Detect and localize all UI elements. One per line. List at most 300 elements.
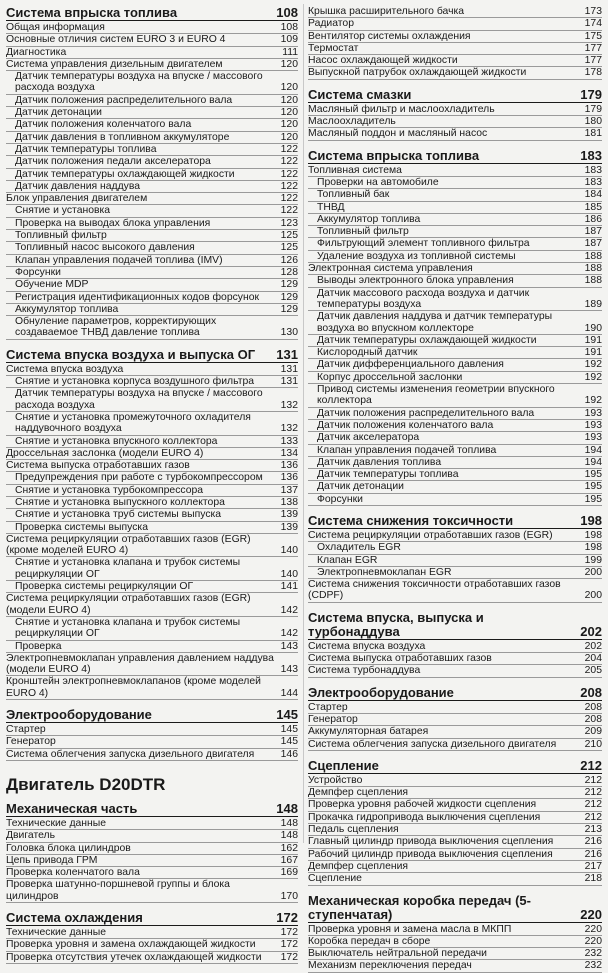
toc-page-number: 232 xyxy=(584,960,602,972)
toc-entry xyxy=(308,18,602,30)
toc-subentry xyxy=(308,567,602,579)
toc-page-number: 144 xyxy=(280,687,298,699)
toc-entry xyxy=(6,879,298,903)
toc-subentry xyxy=(308,408,602,420)
toc-entry xyxy=(6,855,298,867)
toc-page-number: 123 xyxy=(280,217,298,229)
toc-entry-title: Проверка на выводах блока управления xyxy=(15,217,211,229)
toc-page-number: 109 xyxy=(280,34,298,46)
toc-subentry xyxy=(308,555,602,567)
toc-entry-title: Кислородный датчик xyxy=(317,347,418,359)
toc-entry xyxy=(6,952,298,964)
toc-section-heading xyxy=(6,775,298,794)
toc-page-number: 216 xyxy=(584,848,602,860)
toc-subentry xyxy=(308,214,602,226)
toc-entry-title: Форсунки xyxy=(15,266,61,278)
toc-entry-title: Стартер xyxy=(6,724,46,736)
toc-entry-title: Снятие и установка xyxy=(15,205,111,217)
toc-section-heading xyxy=(308,88,602,103)
toc-entry xyxy=(308,128,602,140)
toc-page-number: 145 xyxy=(276,707,298,723)
toc-page-number: 198 xyxy=(584,542,602,554)
toc-subentry xyxy=(308,542,602,554)
toc-entry-title: Датчик температуры охлаждающей жидкости xyxy=(15,168,235,180)
toc-entry-title: Стартер xyxy=(308,701,348,713)
toc-subentry xyxy=(6,641,298,653)
toc-page-number: 204 xyxy=(584,653,602,665)
toc-entry xyxy=(308,116,602,128)
toc-entry-title: Проверка системы выпуска xyxy=(15,521,148,533)
toc-entry xyxy=(6,927,298,939)
toc-entry-title: Электрооборудование xyxy=(308,684,454,700)
toc-page-number: 174 xyxy=(584,18,602,30)
toc-page-number: 139 xyxy=(280,509,298,521)
toc-page-number: 134 xyxy=(280,447,298,459)
toc-entry-title: Корпус дроссельной заслонки xyxy=(317,371,463,383)
toc-entry-title: Клапан управления подачей топлива (IMV) xyxy=(15,254,223,266)
toc-entry-title: Датчик давления наддува xyxy=(15,180,141,192)
toc-page-number: 131 xyxy=(276,346,298,362)
toc-entry-title: Проверка уровня и замена масла в МКПП xyxy=(308,923,512,935)
toc-subentry xyxy=(6,497,298,509)
toc-subentry xyxy=(6,412,298,436)
toc-page-number: 170 xyxy=(280,890,298,902)
toc-entry-title: Масляный поддон и масляный насос xyxy=(308,128,488,140)
toc-entry-title: Выключатель нейтральной передачи xyxy=(308,948,487,960)
toc-entry-title: Двигатель D20DTR xyxy=(6,774,166,794)
toc-entry-title: Датчик положения распределительного вала xyxy=(15,94,233,106)
toc-subentry xyxy=(6,617,298,641)
toc-page-number: 177 xyxy=(584,55,602,67)
toc-page-number: 200 xyxy=(584,590,602,602)
toc-entry-title: Общая информация xyxy=(6,22,105,33)
toc-entry-title: Снятие и установка выпускного коллектора xyxy=(15,496,225,508)
toc-entry-title: Датчик положения педали акселератора xyxy=(15,156,211,168)
toc-subentry xyxy=(6,316,298,340)
toc-entry-title: Проверка уровня и замена охлаждающей жидкости xyxy=(6,939,256,951)
toc-section-heading xyxy=(308,686,602,701)
toc-entry-title: Датчик температуры воздуха на впуске / массового расхода воздуха xyxy=(15,71,263,94)
toc-page-number: 172 xyxy=(280,939,298,951)
toc-page-number: 208 xyxy=(584,713,602,725)
toc-subentry xyxy=(308,445,602,457)
toc-entry-title: Коробка передач в сборе xyxy=(308,935,431,947)
toc-entry-title: Датчик массового расхода воздуха и датчик температуры воздуха xyxy=(317,287,530,310)
toc-subentry xyxy=(308,347,602,359)
toc-entry-title: Система снижения токсичности отработавших газов (CDPF) xyxy=(308,579,561,602)
toc-subentry xyxy=(6,218,298,230)
toc-page-number: 140 xyxy=(280,545,298,557)
toc-entry-title: Проверки на автомобиле xyxy=(317,176,439,188)
toc-entry xyxy=(6,843,298,855)
toc-entry xyxy=(308,263,602,275)
toc-section-heading xyxy=(6,802,298,817)
toc-entry-title: Система впуска воздуха xyxy=(308,640,426,652)
toc-entry-title: Насос охлаждающей жидкости xyxy=(308,55,458,67)
toc-subentry xyxy=(6,119,298,131)
toc-page-number: 192 xyxy=(584,395,602,407)
toc-entry-title: Цепь привода ГРМ xyxy=(6,854,98,866)
toc-entry-title: Масляный фильтр и маслоохладитель xyxy=(308,103,495,115)
toc-entry-title: Система выпуска отработавших газов xyxy=(6,460,190,472)
toc-entry-title: Топливный насос высокого давления xyxy=(15,242,195,254)
toc-page-number: 195 xyxy=(584,469,602,481)
toc-entry-title: Датчик положения распределительного вала xyxy=(317,407,535,419)
toc-subentry xyxy=(6,472,298,484)
toc-subentry xyxy=(308,481,602,493)
toc-entry-title: Датчик температуры топлива xyxy=(317,469,459,481)
toc-entry xyxy=(308,104,602,116)
toc-entry-title: Педаль сцепления xyxy=(308,824,399,836)
toc-subentry xyxy=(6,107,298,119)
toc-page-number: 122 xyxy=(280,205,298,217)
toc-entry-title: Проверка системы рециркуляции ОГ xyxy=(15,581,194,593)
toc-entry xyxy=(6,867,298,879)
toc-page-number: 145 xyxy=(280,736,298,748)
toc-page-number: 188 xyxy=(584,263,602,275)
toc-entry xyxy=(308,31,602,43)
toc-page-number: 183 xyxy=(580,147,602,163)
toc-page-number: 125 xyxy=(280,242,298,254)
toc-entry-title: Охладитель EGR xyxy=(317,542,401,554)
toc-left-column xyxy=(6,6,298,964)
toc-page-number: 213 xyxy=(584,824,602,836)
toc-entry-title: Электрооборудование xyxy=(6,707,152,723)
toc-entry-title: Сцепление xyxy=(308,757,379,773)
toc-page-number: 108 xyxy=(276,5,298,20)
toc-entry xyxy=(6,22,298,34)
toc-entry-title: Вентилятор системы охлаждения xyxy=(308,30,471,42)
toc-subentry xyxy=(6,436,298,448)
toc-entry-title: Выпускной патрубок охлаждающей жидкости xyxy=(308,67,527,79)
toc-entry-title: Датчик детонации xyxy=(15,107,102,119)
toc-page-number: 148 xyxy=(280,830,298,842)
toc-entry xyxy=(6,653,298,677)
toc-section-heading xyxy=(6,348,298,363)
toc-entry-title: ТНВД xyxy=(317,201,345,213)
toc-entry xyxy=(6,830,298,842)
toc-entry-title: Система рециркуляции отработавших газов (EGR) (модели EURO 4) xyxy=(6,593,251,616)
toc-entry-title: Система облегчения запуска дизельного двигателя xyxy=(6,748,255,760)
toc-page-number: 184 xyxy=(584,189,602,201)
toc-entry-title: Снятие и установка турбокомпрессора xyxy=(15,484,204,496)
toc-entry xyxy=(6,534,298,558)
toc-entry xyxy=(6,724,298,736)
toc-entry xyxy=(308,530,602,542)
toc-page-number: 189 xyxy=(584,298,602,310)
toc-subentry xyxy=(6,376,298,388)
toc-entry-title: Система управления дизельным двигателем xyxy=(6,58,223,70)
toc-entry xyxy=(6,59,298,71)
toc-entry-title: Обнуление параметров, корректирующих создаваемое ТНВД давление топлива xyxy=(15,316,217,339)
toc-page-number: 193 xyxy=(584,419,602,431)
toc-page-number: 179 xyxy=(584,103,602,115)
toc-page-number: 141 xyxy=(280,581,298,593)
toc-page-number: 194 xyxy=(584,456,602,468)
toc-entry-title: Топливный бак xyxy=(317,189,390,201)
toc-entry-title: Выводы электронного блока управления xyxy=(317,275,514,287)
toc-subentry xyxy=(308,359,602,371)
toc-page-number: 120 xyxy=(280,131,298,143)
toc-subentry xyxy=(308,251,602,263)
toc-entry-title: Проверка шатунно-поршневой группы и блока цилиндров xyxy=(6,879,230,902)
toc-right-column xyxy=(308,6,602,973)
toc-entry xyxy=(6,47,298,59)
toc-entry-title: Датчик дифференциального давления xyxy=(317,359,504,371)
toc-entry-title: Система облегчения запуска дизельного двигателя xyxy=(308,738,557,750)
toc-subentry xyxy=(6,292,298,304)
toc-subentry xyxy=(308,311,602,335)
toc-subentry xyxy=(308,177,602,189)
toc-entry-title: Электропневмоклапан EGR xyxy=(317,566,452,578)
toc-subentry xyxy=(6,230,298,242)
toc-page-number: 122 xyxy=(280,168,298,180)
toc-page-number: 143 xyxy=(280,664,298,676)
toc-page-number: 131 xyxy=(280,363,298,375)
toc-page-number: 188 xyxy=(584,250,602,262)
toc-entry-title: Датчик давления в топливном аккумуляторе xyxy=(15,131,230,143)
toc-page-number: 136 xyxy=(280,472,298,484)
toc-subentry xyxy=(308,288,602,312)
toc-page-number: 172 xyxy=(276,910,298,925)
toc-page-number: 193 xyxy=(584,432,602,444)
toc-entry xyxy=(308,824,602,836)
toc-page-number: 132 xyxy=(280,423,298,435)
toc-page-number: 181 xyxy=(584,128,602,140)
toc-subentry xyxy=(308,469,602,481)
toc-entry xyxy=(6,593,298,617)
toc-entry-title: Система смазки xyxy=(308,86,412,102)
toc-page-number: 129 xyxy=(280,303,298,315)
toc-subentry xyxy=(6,144,298,156)
toc-subentry xyxy=(308,238,602,250)
toc-entry-title: Рабочий цилиндр привода выключения сцепления xyxy=(308,848,553,860)
toc-entry-title: Снятие и установка клапана и трубок системы рециркуляции ОГ xyxy=(15,557,241,580)
toc-page-number: 122 xyxy=(280,180,298,192)
toc-page-number: 188 xyxy=(584,275,602,287)
toc-page-number: 129 xyxy=(280,291,298,303)
toc-entry-title: Датчик температуры воздуха на впуске / массового расхода воздуха xyxy=(15,388,263,411)
toc-entry-title: Система турбонаддува xyxy=(308,665,421,677)
toc-entry xyxy=(308,787,602,799)
toc-subentry xyxy=(6,181,298,193)
toc-page-number: 122 xyxy=(280,156,298,168)
toc-subentry xyxy=(6,304,298,316)
toc-page-number: 122 xyxy=(280,143,298,155)
toc-entry xyxy=(6,448,298,460)
toc-entry-title: Топливный фильтр xyxy=(317,226,409,238)
toc-page-number: 128 xyxy=(280,266,298,278)
toc-page-number: 200 xyxy=(584,566,602,578)
toc-subentry xyxy=(6,132,298,144)
toc-entry-title: Система охлаждения xyxy=(6,910,143,925)
toc-subentry xyxy=(6,581,298,593)
toc-entry xyxy=(6,364,298,376)
toc-page-number: 190 xyxy=(584,322,602,334)
toc-page-number: 148 xyxy=(276,800,298,816)
toc-page-number: 192 xyxy=(584,359,602,371)
toc-page-number: 220 xyxy=(580,906,602,922)
toc-page-number: 212 xyxy=(584,811,602,823)
toc-entry-title: Датчик положения коленчатого вала xyxy=(317,419,494,431)
toc-page-number: 187 xyxy=(584,238,602,250)
toc-page-number: 120 xyxy=(280,58,298,70)
toc-subentry xyxy=(6,169,298,181)
toc-entry-title: Проверка уровня рабочей жидкости сцепления xyxy=(308,799,537,811)
toc-page-number: 146 xyxy=(280,748,298,760)
toc-page-number: 185 xyxy=(584,201,602,213)
toc-entry xyxy=(308,714,602,726)
toc-entry xyxy=(308,739,602,751)
toc-page-number: 129 xyxy=(280,279,298,291)
toc-entry-title: Демпфер сцепления xyxy=(308,860,409,872)
toc-entry xyxy=(6,34,298,46)
toc-entry-title: Радиатор xyxy=(308,18,354,30)
toc-page-number: 126 xyxy=(280,254,298,266)
toc-entry-title: Технические данные xyxy=(6,927,107,938)
toc-entry-title: Сцепление xyxy=(308,873,362,885)
toc-page-number: 212 xyxy=(584,787,602,799)
toc-page-number: 198 xyxy=(580,512,602,528)
toc-page-number: 169 xyxy=(280,867,298,879)
toc-page-number: 199 xyxy=(584,554,602,566)
toc-page-number: 193 xyxy=(584,407,602,419)
toc-entry-title: Топливная система xyxy=(308,164,402,176)
toc-page-number: 198 xyxy=(584,529,602,541)
toc-entry-title: Система впрыска топлива xyxy=(6,5,178,20)
toc-page-number: 122 xyxy=(280,193,298,205)
toc-entry xyxy=(308,812,602,824)
toc-entry-title: Проверка коленчатого вала xyxy=(6,867,140,879)
toc-entry xyxy=(308,67,602,79)
toc-entry-title: Датчик давления топлива xyxy=(317,456,442,468)
toc-entry-title: Головка блока цилиндров xyxy=(6,842,131,854)
toc-page-number: 192 xyxy=(584,371,602,383)
toc-page-number: 205 xyxy=(584,665,602,677)
toc-page-number: 120 xyxy=(280,94,298,106)
toc-subentry xyxy=(308,432,602,444)
toc-page-number: 140 xyxy=(280,568,298,580)
toc-entry xyxy=(6,818,298,830)
toc-entry-title: Крышка расширительного бачка xyxy=(308,6,465,17)
toc-subentry xyxy=(6,255,298,267)
toc-entry-title: Блок управления двигателем xyxy=(6,193,148,205)
toc-subentry xyxy=(6,242,298,254)
toc-subentry xyxy=(6,205,298,217)
toc-page-number: 111 xyxy=(282,46,298,58)
toc-entry xyxy=(308,665,602,677)
toc-entry-title: Система рециркуляции отработавших газов (EGR) (кроме моделей EURO 4) xyxy=(6,533,251,557)
toc-entry-title: Датчик температуры охлаждающей жидкости xyxy=(317,334,537,346)
toc-page-number: 195 xyxy=(584,493,602,505)
toc-page-number: 120 xyxy=(280,107,298,119)
toc-page-number: 142 xyxy=(280,604,298,616)
toc-subentry xyxy=(308,457,602,469)
toc-page-number: 220 xyxy=(584,935,602,947)
toc-subentry xyxy=(6,557,298,581)
toc-entry-title: Прокачка гидропривода выключения сцепления xyxy=(308,811,541,823)
toc-page-number: 167 xyxy=(280,854,298,866)
toc-page-number: 120 xyxy=(280,82,298,94)
toc-page-number: 180 xyxy=(584,116,602,128)
toc-page-number: 148 xyxy=(280,817,298,829)
toc-page-number: 132 xyxy=(280,399,298,411)
toc-page-number: 194 xyxy=(584,444,602,456)
toc-subentry xyxy=(6,267,298,279)
toc-entry-title: Привод системы изменения геометрии впускного коллектора xyxy=(317,384,555,407)
toc-page-number: 108 xyxy=(280,22,298,33)
toc-entry-title: Генератор xyxy=(6,736,56,748)
toc-subentry xyxy=(308,275,602,287)
toc-entry xyxy=(6,193,298,205)
toc-subentry xyxy=(6,485,298,497)
toc-section-heading xyxy=(308,149,602,164)
toc-page-number: 179 xyxy=(580,86,602,102)
toc-entry-title: Датчик давления наддува и датчик температуры воздуха во впускном коллекторе xyxy=(317,311,553,334)
toc-entry xyxy=(6,736,298,748)
toc-entry-title: Дроссельная заслонка (модели EURO 4) xyxy=(6,447,204,459)
toc-page-number: 143 xyxy=(280,640,298,652)
toc-page-number: 218 xyxy=(584,873,602,885)
toc-entry-title: Генератор xyxy=(308,713,358,725)
toc-page-number: 212 xyxy=(584,774,602,786)
toc-entry-title: Удаление воздуха из топливной системы xyxy=(317,250,516,262)
toc-subentry xyxy=(6,279,298,291)
toc-section-heading xyxy=(6,911,298,926)
toc-page-number: 173 xyxy=(584,6,602,17)
toc-entry-title: Снятие и установка труб системы выпуска xyxy=(15,509,222,521)
toc-page-number: 120 xyxy=(280,119,298,131)
toc-entry-title: Главный цилиндр привода выключения сцепления xyxy=(308,836,554,848)
toc-entry xyxy=(308,653,602,665)
toc-subentry xyxy=(308,202,602,214)
toc-page-number: 212 xyxy=(580,757,602,773)
toc-page-number: 202 xyxy=(584,640,602,652)
toc-section-heading xyxy=(6,6,298,21)
toc-page-number: 139 xyxy=(280,521,298,533)
toc-subentry xyxy=(6,388,298,412)
toc-entry xyxy=(308,165,602,177)
toc-entry-title: Датчик детонации xyxy=(317,481,404,493)
toc-entry-title: Снятие и установка впускного коллектора xyxy=(15,435,218,447)
toc-entry xyxy=(308,579,602,603)
toc-page-number: 183 xyxy=(584,164,602,176)
toc-page-number: 216 xyxy=(584,836,602,848)
toc-subentry xyxy=(308,384,602,408)
toc-entry-title: Проверка xyxy=(15,640,62,652)
toc-subentry xyxy=(6,509,298,521)
toc-page-number: 195 xyxy=(584,481,602,493)
toc-entry-title: Предупреждения при работе с турбокомпрессором xyxy=(15,472,263,484)
toc-entry-title: Система рециркуляции отработавших газов (EGR) xyxy=(308,529,553,541)
toc-entry-title: Клапан EGR xyxy=(317,554,378,566)
toc-subentry xyxy=(308,226,602,238)
toc-entry xyxy=(308,775,602,787)
toc-page-number: 142 xyxy=(280,628,298,640)
column-divider xyxy=(303,4,304,843)
toc-section-heading xyxy=(308,611,602,640)
toc-entry-title: Диагностика xyxy=(6,46,67,58)
toc-entry-title: Аккумуляторная батарея xyxy=(308,726,429,738)
toc-page-number: 130 xyxy=(280,327,298,339)
toc-page-number: 172 xyxy=(280,951,298,963)
toc-page-number: 172 xyxy=(280,927,298,938)
toc-entry xyxy=(6,676,298,700)
toc-entry-title: Устройство xyxy=(308,774,363,786)
toc-entry xyxy=(308,861,602,873)
toc-page-number: 232 xyxy=(584,948,602,960)
toc-page-number: 210 xyxy=(584,738,602,750)
